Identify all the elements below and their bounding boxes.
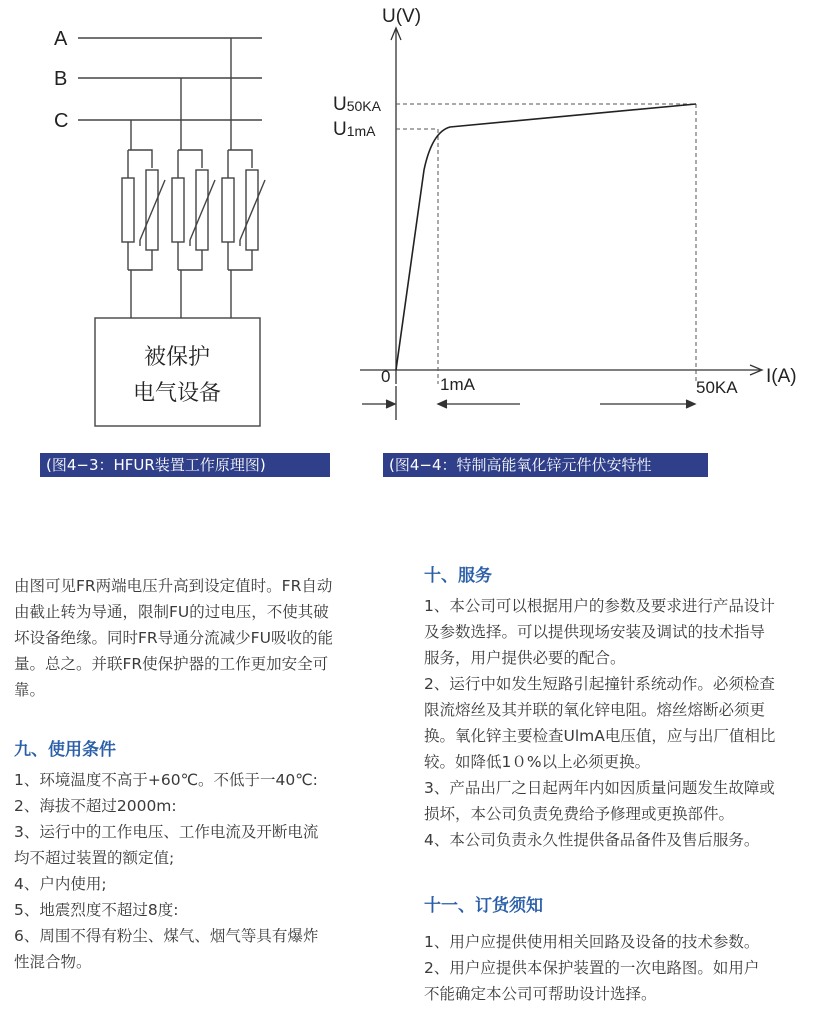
vi-curve xyxy=(396,104,696,370)
y-tick-u50ka: U50KA xyxy=(333,94,381,115)
protected-equipment-box xyxy=(95,318,260,426)
section-10-body xyxy=(424,593,829,853)
list-line: 3、运行中的工作电压、工作电流及开断电流 xyxy=(14,823,319,841)
section-11-title: 十一、订货须知 xyxy=(424,896,543,916)
dimension-arrow-50ka xyxy=(686,400,695,408)
list-line: 1、用户应提供使用相关回路及设备的技术参数。 xyxy=(424,933,760,951)
protector-module-2 xyxy=(172,150,215,318)
dimension-arrow-1ma xyxy=(438,400,447,408)
fuse-fu-1 xyxy=(122,178,134,242)
list-line: 4、户内使用; xyxy=(14,875,107,893)
list-line: 2、运行中如发生短路引起撞针系统动作。必须检查 xyxy=(424,675,775,693)
list-line: 损坏，本公司负责免费给予修理或更换部件。 xyxy=(424,805,735,823)
list-line: 限流熔丝及其并联的氧化锌电阻。熔丝熔断必须更 xyxy=(424,701,766,719)
list-line: 1、环境温度不高于+60℃。不低于一40℃: xyxy=(14,771,318,789)
list-line: 4、本公司负责永久性提供备品备件及售后服务。 xyxy=(424,831,760,849)
list-line: 服务，用户提供必要的配合。 xyxy=(424,649,626,667)
phase-label-a: A xyxy=(54,28,68,50)
fuse-fu-2 xyxy=(172,178,184,242)
list-line: 2、海拔不超过2000m: xyxy=(14,797,177,815)
intro-line: 靠。 xyxy=(14,681,46,699)
section-9-body xyxy=(14,767,399,975)
list-line: 换。氧化锌主要检查UlmA电压值，应与出厂值相比 xyxy=(424,727,776,745)
protector-module-1 xyxy=(122,150,165,318)
list-line: 较。如降低1０%以上必须更换。 xyxy=(424,753,651,771)
figure-4-3-caption: (图4−3：HFUR装置工作原理图) xyxy=(40,453,330,477)
dimension-arrow-left xyxy=(386,400,395,408)
right-column xyxy=(424,563,829,1007)
x-axis-label: I(A) xyxy=(766,366,797,387)
list-line: 性混合物。 xyxy=(14,953,92,971)
section-9-title: 九、使用条件 xyxy=(14,740,116,760)
list-line: 2、用户应提供本保护装置的一次电路图。如用户 xyxy=(424,959,760,977)
origin-label: 0 xyxy=(381,367,391,386)
y-axis-label: U(V) xyxy=(382,6,422,27)
left-column xyxy=(14,573,399,975)
section-11-body xyxy=(424,929,829,1007)
list-line: 及参数选择。可以提供现场安装及调试的技术指导 xyxy=(424,623,766,641)
equipment-label-line2: 电气设备 xyxy=(132,380,222,405)
list-line: 不能确定本公司可帮助设计选择。 xyxy=(424,985,657,1003)
intro-line: 由图可见FR两端电压升高到设定值时。FR自动 xyxy=(14,577,333,595)
figures-area xyxy=(0,0,833,480)
list-line: 5、地震烈度不超过8度: xyxy=(14,901,179,919)
intro-line: 由截止转为导通，限制FU的过电压，不使其破 xyxy=(14,603,329,621)
y-tick-u1ma: U1mA xyxy=(333,119,376,140)
phase-label-c: C xyxy=(54,110,69,132)
x-tick-50ka: 50KA xyxy=(696,378,738,397)
intro-line: 量。总之。并联FR使保护器的工作更加安全可 xyxy=(14,655,329,673)
section-10-title: 十、服务 xyxy=(424,566,492,586)
list-line: 6、周围不得有粉尘、煤气、烟气等具有爆炸 xyxy=(14,927,319,945)
protector-module-3 xyxy=(222,150,265,318)
phase-label-b: B xyxy=(54,68,68,90)
x-tick-1ma: 1mA xyxy=(440,375,475,394)
equipment-label-line1: 被保护 xyxy=(143,344,211,369)
list-line: 3、产品出厂之日起两年内如因质量问题发生故障或 xyxy=(424,779,775,797)
fuse-fu-3 xyxy=(222,178,234,242)
list-line: 1、本公司可以根据用户的参数及要求进行产品设计 xyxy=(424,597,775,615)
figure-4-4-caption: (图4−4：特制高能氧化锌元件伏安特性 xyxy=(383,453,708,477)
list-line: 均不超过装置的额定值; xyxy=(14,849,175,867)
intro-line: 坏设备绝缘。同时FR导通分流减少FU吸收的能 xyxy=(14,629,333,647)
vi-characteristic-chart xyxy=(360,28,762,420)
intro-paragraph xyxy=(14,573,399,703)
